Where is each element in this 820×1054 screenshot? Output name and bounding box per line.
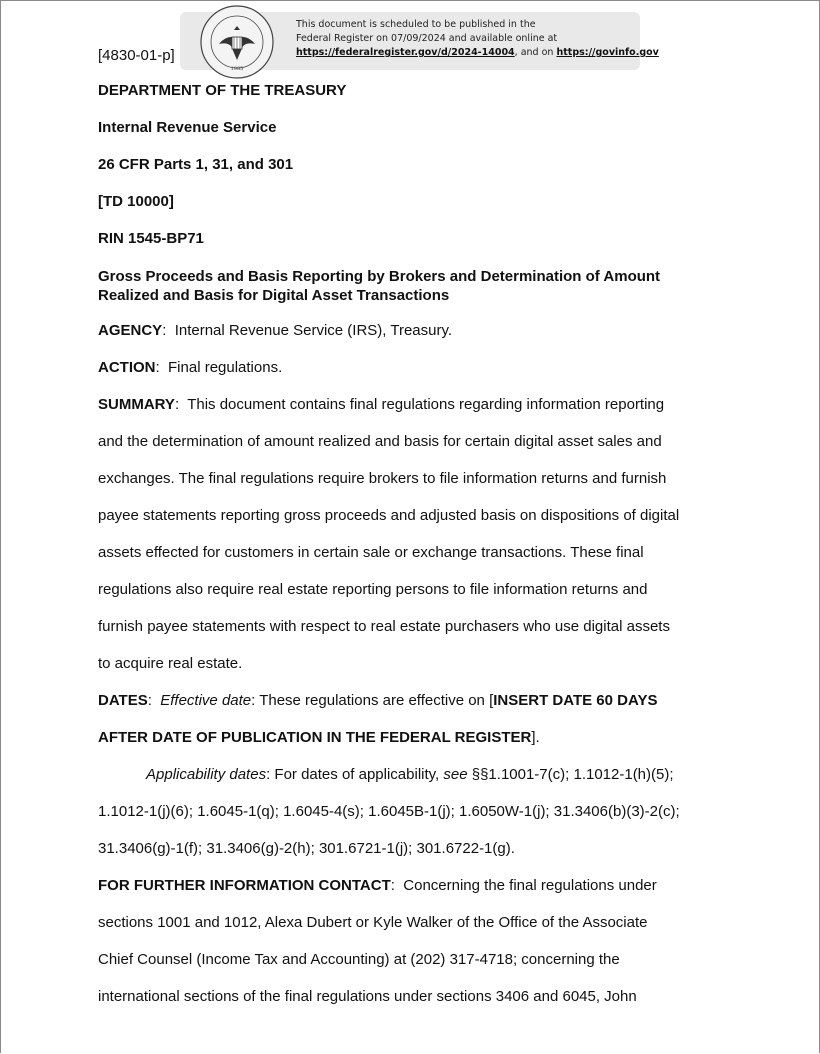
dates-paragraph bbox=[98, 682, 723, 867]
seal-year: 1985 bbox=[230, 66, 244, 72]
summary-line: payee statements reporting gross proceeds and adjusted basis on dispositions of digital bbox=[98, 507, 680, 524]
summary-line: regulations also require real estate reporting persons to file information returns and bbox=[98, 581, 648, 598]
effective-date-text: : These regulations are effective on [ bbox=[251, 692, 494, 709]
title-line-2: Realized and Basis for Digital Asset Transactions bbox=[98, 287, 450, 304]
dates-line bbox=[98, 719, 723, 756]
agency-line bbox=[98, 322, 723, 359]
banner-middle: , and on bbox=[514, 47, 557, 58]
insert-date-1: INSERT DATE 60 DAYS bbox=[493, 692, 658, 709]
contact-line bbox=[98, 867, 723, 904]
summary-line-text: This document contains final regulations regarding information reporting bbox=[187, 396, 665, 413]
applicability-line: 31.3406(g)-1(f); 31.3406(g)-2(h); 301.6721-1(j); 301.6722-1(g). bbox=[98, 840, 515, 857]
dates-line bbox=[98, 682, 723, 719]
cfr-heading: 26 CFR Parts 1, 31, and 301 bbox=[98, 156, 294, 173]
summary-line bbox=[98, 386, 723, 423]
insert-date-2: AFTER DATE OF PUBLICATION IN THE FEDERAL REGISTER bbox=[98, 729, 532, 746]
summary-paragraph bbox=[98, 386, 723, 682]
banner-line-2: Federal Register on 07/09/2024 and available online at bbox=[296, 33, 558, 44]
contact-line: sections 1001 and 1012, Alexa Dubert or Kyle Walker of the Office of the Associate bbox=[98, 914, 648, 931]
dates-sep: : bbox=[147, 692, 161, 709]
rin-heading: RIN 1545-BP71 bbox=[98, 230, 204, 247]
federalregister-link[interactable]: https://federalregister.gov/d/2024-14004 bbox=[296, 47, 515, 58]
summary-line: exchanges. The final regulations require brokers to file information returns and furnish bbox=[98, 470, 667, 487]
summary-label: SUMMARY bbox=[98, 396, 175, 413]
summary-sep: : bbox=[174, 396, 188, 413]
banner-line-3 bbox=[296, 46, 659, 60]
contact-label: FOR FURTHER INFORMATION CONTACT bbox=[98, 877, 391, 894]
agency-label: AGENCY bbox=[98, 322, 163, 339]
contact-line: Chief Counsel (Income Tax and Accounting) at (202) 317-4718; concerning the bbox=[98, 951, 620, 968]
effective-date-label: Effective date bbox=[160, 692, 252, 709]
contact-line-text: Concerning the final regulations under bbox=[403, 877, 657, 894]
banner-text bbox=[296, 18, 659, 60]
document-body bbox=[98, 82, 723, 1015]
document-title bbox=[98, 267, 723, 305]
agency-sep: : bbox=[162, 322, 175, 339]
action-sep: : bbox=[155, 359, 169, 376]
applicability-line bbox=[98, 756, 723, 793]
applicability-label: Applicability dates bbox=[146, 766, 267, 783]
agency-heading: Internal Revenue Service bbox=[98, 119, 277, 136]
applicability-rest: §§1.1001-7(c); 1.1012-1(h)(5); bbox=[467, 766, 674, 783]
summary-line: furnish payee statements with respect to real estate purchasers who use digital assets bbox=[98, 618, 670, 635]
contact-line: international sections of the final regulations under sections 3406 and 6045, John bbox=[98, 988, 637, 1005]
applicability-text: : For dates of applicability, bbox=[266, 766, 444, 783]
contact-paragraph bbox=[98, 867, 723, 1015]
summary-line: assets effected for customers in certain sale or exchange transactions. These final bbox=[98, 544, 644, 561]
agency-text: Internal Revenue Service (IRS), Treasury. bbox=[174, 322, 453, 339]
govinfo-link[interactable]: https://govinfo.gov bbox=[556, 47, 659, 58]
docket-number: [4830-01-p] bbox=[98, 47, 175, 64]
nara-seal-icon bbox=[199, 4, 275, 80]
department-heading: DEPARTMENT OF THE TREASURY bbox=[98, 82, 347, 99]
contact-sep: : bbox=[390, 877, 404, 894]
action-label: ACTION bbox=[98, 359, 156, 376]
banner-line-1: This document is scheduled to be published in the bbox=[296, 19, 536, 30]
summary-line: to acquire real estate. bbox=[98, 655, 243, 672]
see-word: see bbox=[443, 766, 468, 783]
td-heading: [TD 10000] bbox=[98, 193, 174, 210]
dates-label: DATES bbox=[98, 692, 148, 709]
title-line-1: Gross Proceeds and Basis Reporting by Brokers and Determination of Amount bbox=[98, 268, 661, 285]
dates-close: ]. bbox=[531, 729, 540, 746]
applicability-line: 1.1012-1(j)(6); 1.6045-1(q); 1.6045-4(s); 1.6045B-1(j); 1.6050W-1(j); 31.3406(b)(3)-2(c); bbox=[98, 803, 680, 820]
action-text: Final regulations. bbox=[168, 359, 283, 376]
summary-line: and the determination of amount realized and basis for certain digital asset sales and bbox=[98, 433, 662, 450]
